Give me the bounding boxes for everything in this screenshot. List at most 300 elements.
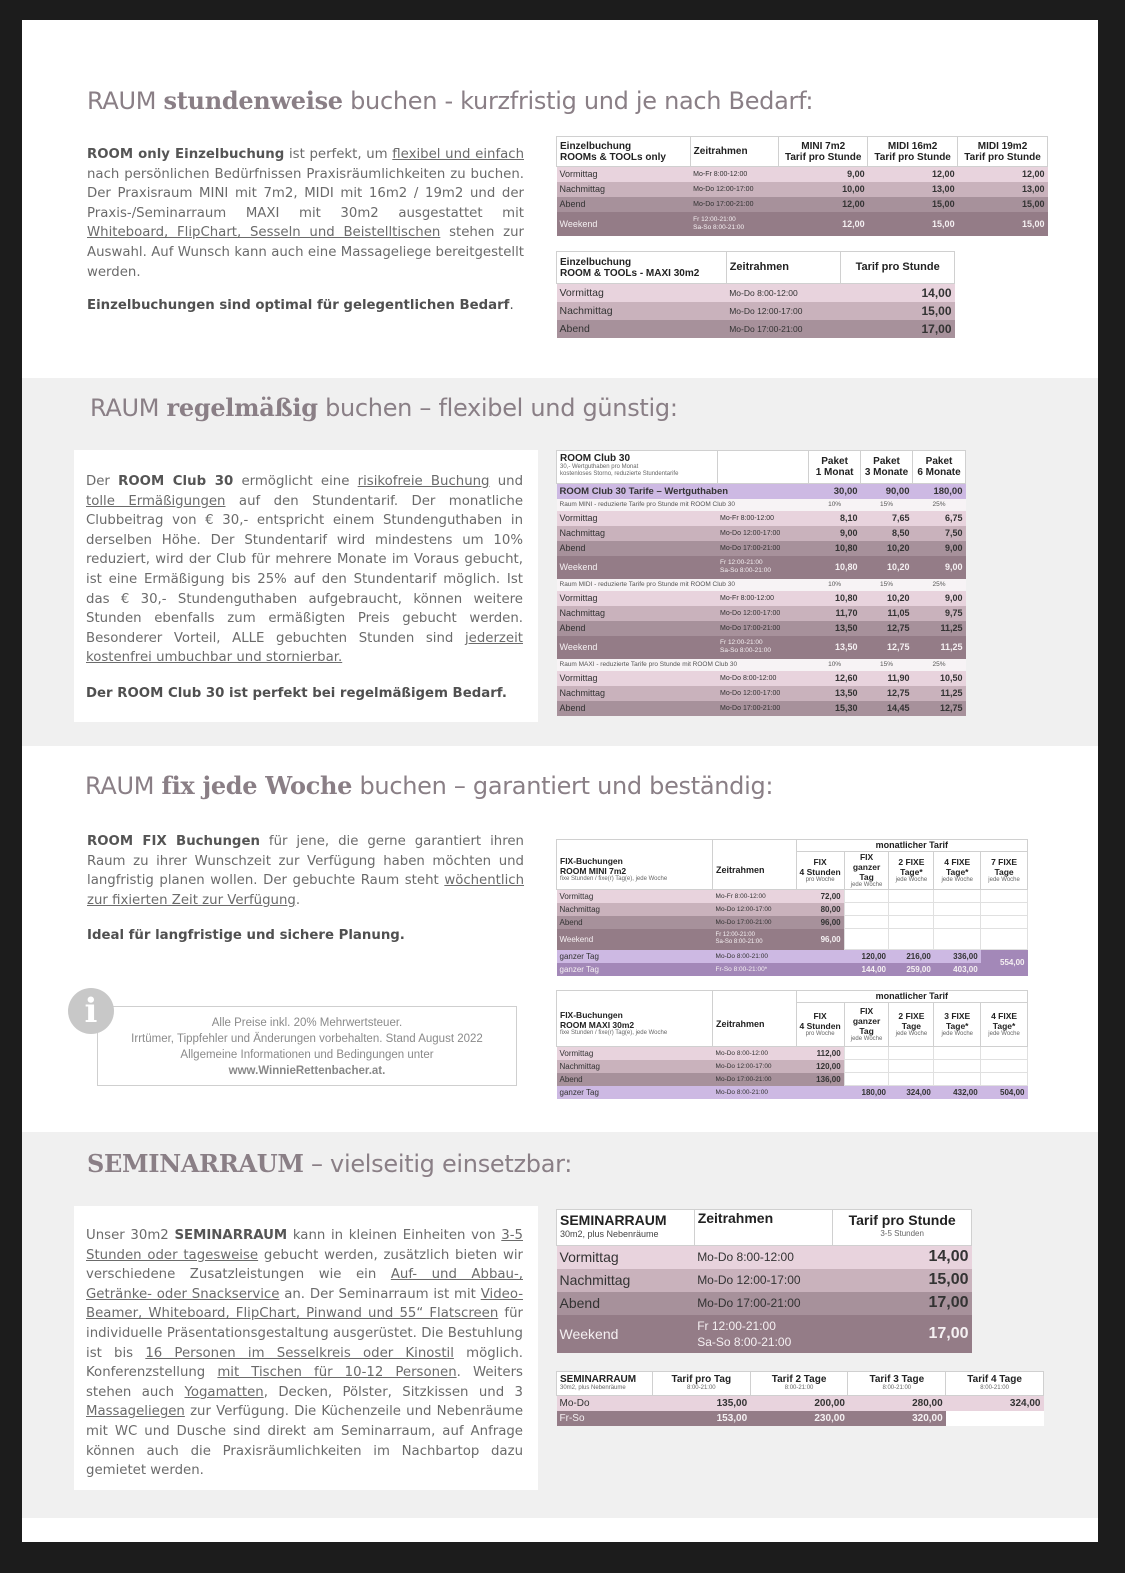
table-row: [557, 1086, 1028, 1099]
price-cell: 7,65: [861, 511, 913, 526]
text: ermöglicht eine: [241, 474, 350, 489]
info-icon: i: [68, 988, 114, 1034]
text: möglich. Konferenzstellung: [86, 1345, 524, 1381]
empty-cell: [934, 903, 981, 916]
row-label: Abend: [557, 1292, 695, 1315]
text: zur Verfügung. Die Küchenzeile und Nebenräume mit WC und Dusche sind direkt am Seminarraum, auf Anfrage können auch die Praxisräumlichkeiten im Nachbartop dazu gemietet werden.: [86, 1404, 523, 1479]
price-cell: 320,00: [848, 1411, 946, 1426]
discount-cell: 25%: [913, 499, 966, 511]
price-cell: 12,60: [809, 671, 861, 686]
price-cell: 11,70: [809, 606, 861, 621]
header-text: MIDI 16m2: [887, 140, 938, 152]
row-label: Nachmittag: [557, 302, 727, 320]
time-cell: Mo-Fr 8:00-12:00: [717, 591, 809, 606]
empty-cell: [844, 929, 889, 950]
row-label: Weekend: [557, 636, 718, 659]
table-row: [557, 1411, 1044, 1426]
empty-cell: [844, 916, 889, 929]
price-cell: 96,00: [796, 929, 844, 950]
row-label: ganzer Tag: [557, 950, 713, 963]
time-cell: Mo-Do 17:00-21:00: [717, 541, 809, 556]
price-cell: 96,00: [796, 916, 844, 929]
header-text: ROOMs & TOOLs only: [560, 151, 666, 163]
time-cell: Mo-Do 12:00-17:00: [690, 182, 779, 197]
price-cell: 504,00: [981, 1086, 1028, 1099]
heading-prefix: RAUM: [87, 87, 157, 115]
table-row: [557, 284, 955, 302]
row-label: Vormittag: [557, 167, 691, 182]
empty-cell: [889, 916, 934, 929]
underlined-text: flexibel und einfach: [392, 147, 525, 162]
time-cell: Mo-Do 17:00-21:00: [713, 916, 797, 929]
price-cell: 324,00: [889, 1086, 934, 1099]
summary-line: [87, 296, 524, 316]
header-text: Paket: [821, 456, 848, 467]
heading-suffix: buchen – flexibel und günstig:: [325, 394, 678, 422]
time-cell: Mo-Do 17:00-21:00: [717, 701, 809, 716]
time-cell: Fr 12:00-21:00: [693, 215, 736, 223]
header-subtext: 3-5 Stunden: [880, 1229, 924, 1238]
price-cell: 15,00: [868, 197, 958, 212]
table-row: [557, 606, 966, 621]
price-cell: 14,00: [841, 284, 955, 302]
header-text: ROOM MAXI 30m2: [560, 1019, 635, 1030]
price-cell: 9,00: [779, 167, 868, 182]
header-text: Tage*: [992, 1021, 1016, 1031]
price-cell: 30,00: [809, 484, 861, 499]
header-text: Tarif 4 Tage: [967, 1374, 1022, 1385]
underlined-text: risikofreie Buchung: [357, 474, 490, 489]
time-cell: Mo-Do 12:00-17:00: [717, 526, 809, 541]
header-subtext: jede Woche: [850, 882, 883, 888]
empty-cell: [796, 1086, 844, 1099]
row-label: Nachmittag: [557, 526, 718, 541]
header-text: 4 Stunden: [799, 867, 841, 877]
discount-cell: 15%: [861, 659, 913, 671]
row-label: Abend: [557, 1073, 713, 1086]
time-cell: Mo-Fr 8:00-12:00: [690, 167, 779, 182]
price-cell: 13,50: [809, 621, 861, 636]
header-text: 4 FIXE: [991, 1011, 1018, 1021]
header-subtext: jede Woche: [895, 1031, 928, 1037]
price-cell: 8,50: [861, 526, 913, 541]
price-cell: 17,00: [833, 1292, 972, 1315]
price-cell: 8,10: [809, 511, 861, 526]
time-cell: Fr 12:00-21:00: [715, 932, 755, 938]
header-text: Tarif 2 Tage: [771, 1374, 827, 1385]
discount-cell: 15%: [861, 499, 913, 511]
header-text: Zeitrahmen: [726, 252, 841, 284]
header-text: 4 Stunden: [799, 1021, 841, 1031]
product-name: ROOM FIX Buchungen: [87, 834, 260, 849]
price-cell: 13,50: [809, 686, 861, 701]
row-label: ROOM Club 30 Tarife – Wertguthaben: [557, 484, 809, 499]
table-row: [557, 526, 966, 541]
empty-cell: [934, 916, 981, 929]
underlined-text: Whiteboard, FlipChart, Sesseln und Beistelltischen: [87, 225, 441, 241]
text: ist perfekt, um: [288, 147, 388, 162]
row-label: Weekend: [557, 1315, 695, 1353]
info-box: [97, 1006, 517, 1086]
price-cell: 280,00: [848, 1396, 946, 1411]
underlined-text: wöchentlich zur fixierten Zeit zur Verfügung: [87, 873, 525, 908]
header-text: Paket: [873, 456, 900, 467]
price-cell: 7,50: [913, 526, 966, 541]
heading-bold: stundenweise: [163, 86, 343, 115]
empty-cell: [889, 1060, 934, 1073]
seminar-daily-table: [556, 1371, 1044, 1426]
heading-bold: regelmäßig: [166, 393, 318, 422]
table-row: [557, 1315, 972, 1353]
text: und: [497, 474, 524, 489]
table-row: [557, 212, 1048, 236]
price-cell: 432,00: [934, 1086, 981, 1099]
group-header-row: [557, 499, 966, 511]
table-row: [557, 302, 955, 320]
header-subtext: 30m2, plus Nebenräume: [560, 1229, 659, 1239]
section4-paragraph: [86, 1226, 523, 1481]
price-cell: 72,00: [796, 890, 844, 903]
table-row: [557, 671, 966, 686]
header-text: FIX: [859, 852, 874, 862]
maxi-booking-table: [556, 251, 955, 338]
empty-cell: [796, 963, 844, 976]
empty-cell: [889, 929, 934, 950]
heading-suffix: buchen - kurzfristig und je nach Bedarf:: [350, 87, 814, 115]
price-cell: 9,00: [913, 541, 966, 556]
price-cell: 153,00: [652, 1411, 750, 1426]
table-row: [557, 1269, 972, 1292]
text: , Decken, Pölster, Sitzkissen und 3: [263, 1384, 524, 1400]
price-cell: 10,80: [809, 556, 861, 579]
row-label: Mo-Do: [557, 1396, 653, 1411]
price-cell: 15,00: [958, 197, 1048, 212]
empty-cell: [844, 1047, 889, 1060]
price-cell: 11,05: [861, 606, 913, 621]
empty-cell: [844, 1060, 889, 1073]
discount-cell: 25%: [913, 659, 966, 671]
header-text: Tarif pro Stunde: [784, 151, 862, 163]
header-subtext: jede Woche: [850, 1036, 883, 1042]
row-label: Abend: [557, 701, 718, 716]
header-text: Tarif pro Stunde: [848, 1212, 956, 1228]
text: auf den Stundentarif. Der monatliche Clubbeitrag von € 30,- entspricht einem Stundenguthaben in derselben Höhe. Der Stundentarif wird mindestens um 10% reduziert, wird der Club für mehrere Monate im Voraus gebucht, ist eine Ermäßigung bis 25% auf den Stundentarif möglich. Ist das € 30,- Stundenguthaben aufgebraucht, können weitere Stunden ebenfalls zum ermäßigten Preis gebucht werden. Besonderer Vorteil, ALLE gebuchten Stunden sind: [86, 493, 523, 646]
price-cell: 12,00: [779, 212, 868, 236]
table-row: [557, 556, 966, 579]
price-cell: 9,00: [809, 526, 861, 541]
row-label: Nachmittag: [557, 606, 718, 621]
header-empty: [713, 840, 797, 852]
row-label: ganzer Tag: [557, 1086, 713, 1099]
header-subtext: 8:00-21:00: [784, 1385, 814, 1391]
header-text: Tarif pro Tag: [671, 1374, 732, 1385]
price-cell: 13,50: [809, 636, 861, 659]
underlined-text: jederzeit kostenfrei umbuchbar und stornierbar.: [86, 630, 523, 666]
text: Unser 30m2: [86, 1228, 169, 1243]
row-label: Nachmittag: [557, 903, 713, 916]
header-text: FIX: [813, 857, 827, 867]
fix-mini-table: [556, 839, 1028, 976]
table-row: [557, 167, 1048, 182]
text: stehen zur Auswahl. Auf Wunsch kann auch eine Massageliege bereitgestellt werden.: [87, 225, 525, 280]
table-row: [557, 1073, 1028, 1086]
price-cell: 12,75: [861, 636, 913, 659]
time-cell: Mo-Do 17:00-21:00: [726, 320, 841, 338]
fix-maxi-table: [556, 990, 1028, 1099]
row-label: Vormittag: [557, 511, 718, 526]
header-subtext: jede Woche: [895, 877, 928, 883]
row-label: Vormittag: [557, 284, 727, 302]
table-row: [557, 1047, 1028, 1060]
row-label: Nachmittag: [557, 182, 691, 197]
price-cell: 11,25: [913, 636, 966, 659]
price-cell: 12,75: [913, 701, 966, 716]
time-cell: Fr-So 8:00-21:00*: [713, 963, 797, 976]
room-club-table: [556, 450, 966, 716]
header-subtext: fixe Stunden / fixe(r) Tag(e), jede Woche: [560, 1030, 668, 1037]
price-cell: 136,00: [796, 1073, 844, 1086]
price-cell: 112,00: [796, 1047, 844, 1060]
table-row: [557, 636, 966, 659]
table-row: [557, 950, 1028, 963]
time-cell: Mo-Do 8:00-12:00: [717, 671, 809, 686]
header-text: FIX: [813, 1011, 827, 1021]
row-label: Nachmittag: [557, 1060, 713, 1073]
price-cell: 11,25: [913, 686, 966, 701]
empty-cell: [981, 890, 1028, 903]
row-label: ganzer Tag: [557, 963, 713, 976]
table-row: [557, 701, 966, 716]
header-subtext: 30,- Wertguthaben pro Monat: [560, 464, 639, 470]
header-text: Paket: [925, 456, 953, 467]
row-label: Fr-So: [557, 1411, 653, 1426]
section3-heading: [85, 771, 773, 800]
section1-paragraph: [87, 145, 524, 316]
table-row: [557, 1060, 1028, 1073]
header-text: Einzelbuchung: [560, 256, 632, 268]
heading-prefix: RAUM: [90, 394, 160, 422]
empty-cell: [981, 903, 1028, 916]
empty-cell: [889, 1073, 934, 1086]
table-row: [557, 890, 1028, 903]
section2-paragraph: [86, 472, 523, 704]
header-empty: [713, 991, 797, 1003]
text: kann in kleinen Einheiten von: [292, 1228, 496, 1243]
header-text: Tage*: [945, 1021, 969, 1031]
group-title: Raum MINI - reduzierte Tarife pro Stunde mit ROOM Club 30: [557, 499, 809, 511]
website-link[interactable]: www.WinnieRettenbacher.at.: [228, 1065, 386, 1077]
table-row: [557, 903, 1028, 916]
time-cell: Mo-Do 8:00-21:00: [713, 950, 797, 963]
empty-cell: [889, 890, 934, 903]
price-cell: 90,00: [861, 484, 913, 499]
header-text: monatlicher Tarif: [796, 840, 1027, 852]
price-cell: 259,00: [889, 963, 934, 976]
table-row: [557, 686, 966, 701]
header-subtext: jede Woche: [941, 877, 974, 883]
header-text: Einzelbuchung: [560, 140, 632, 152]
header-text: Tage*: [945, 867, 969, 877]
time-cell: Mo-Do 12:00-17:00: [726, 302, 841, 320]
price-cell: 12,00: [958, 167, 1048, 182]
heading-bold: SEMINARRAUM: [87, 1149, 304, 1178]
header-text: Tage: [994, 867, 1014, 877]
price-cell: 12,75: [861, 686, 913, 701]
time-cell: Mo-Do 17:00-21:00: [690, 197, 779, 212]
empty-cell: [934, 929, 981, 950]
discount-cell: 10%: [809, 499, 861, 511]
row-label: Weekend: [557, 212, 691, 236]
time-cell: Mo-Do 17:00-21:00: [694, 1292, 833, 1315]
header-empty: [717, 451, 809, 484]
price-cell: 200,00: [750, 1396, 848, 1411]
underlined-text: Yogamatten: [184, 1384, 264, 1400]
header-text: Tarif pro Stunde: [874, 151, 951, 163]
header-subtext: 8:00-21:00: [882, 1385, 912, 1391]
header-text: Tarif 3 Tage: [869, 1374, 925, 1385]
price-cell: 324,00: [946, 1396, 1044, 1411]
time-cell: Fr 12:00-21:00: [720, 639, 763, 646]
single-booking-table: [556, 136, 1048, 236]
header-text: Zeitrahmen: [713, 1003, 797, 1047]
time-cell: Mo-Do 12:00-17:00: [717, 686, 809, 701]
header-text: 6 Monate: [917, 467, 961, 478]
time-cell: Mo-Do 8:00-12:00: [726, 284, 841, 302]
table-row: [557, 963, 1028, 976]
table-row: [557, 621, 966, 636]
price-cell: 17,00: [841, 320, 955, 338]
price-cell: 230,00: [750, 1411, 848, 1426]
header-text: Zeitrahmen: [713, 852, 797, 890]
row-label: Vormittag: [557, 671, 718, 686]
empty-cell: [981, 1060, 1028, 1073]
price-cell: 12,00: [868, 167, 958, 182]
time-cell: Mo-Fr 8:00-12:00: [717, 511, 809, 526]
header-text: FIX-Buchungen: [560, 856, 623, 867]
empty-cell: [934, 1060, 981, 1073]
heading-bold: fix jede Woche: [161, 771, 353, 800]
header-text: 7 FIXE: [991, 857, 1018, 867]
price-cell: 10,80: [809, 591, 861, 606]
text: nach persönlichen Bedürfnissen Praxisräumlichkeiten zu buchen. Der Praxisraum MINI mit 7m2, MIDI mit 16m2 / 19m2 und der Praxis-/Seminarraum MAXI mit 30m2 ausgestattet mit: [87, 166, 524, 221]
price-cell: 180,00: [844, 1086, 889, 1099]
discount-cell: 10%: [809, 659, 861, 671]
punctuation: .: [295, 892, 301, 908]
empty-cell: [946, 1411, 1044, 1426]
time-cell: Mo-Do 12:00-17:00: [713, 903, 797, 916]
table-row: [557, 197, 1048, 212]
header-subtext: pro Woche: [805, 877, 835, 883]
price-cell: 13,00: [958, 182, 1048, 197]
time-cell: Mo-Fr 8:00-12:00: [713, 890, 797, 903]
header-subtext: jede Woche: [941, 1031, 974, 1037]
price-cell: 14,45: [861, 701, 913, 716]
text: Der: [86, 474, 110, 489]
price-cell: 10,20: [861, 556, 913, 579]
time-cell: Sa-So 8:00-21:00: [693, 223, 745, 231]
time-cell: Fr 12:00-21:00: [720, 559, 763, 566]
underlined-text: 16 Personen im Sesselkreis oder Kinostil: [145, 1345, 454, 1361]
row-label: Weekend: [557, 556, 718, 579]
header-text: monatlicher Tarif: [796, 991, 1027, 1003]
table-row: [557, 1396, 1044, 1411]
empty-cell: [796, 950, 844, 963]
empty-cell: [981, 929, 1028, 950]
section2-heading: [90, 393, 678, 422]
price-cell: 14,00: [833, 1246, 972, 1269]
header-text: Tarif pro Stunde: [841, 252, 955, 284]
punctuation: .: [509, 298, 514, 314]
row-label: Abend: [557, 541, 718, 556]
heading-prefix: RAUM: [85, 772, 155, 800]
text: gebucht werden, zusätzlich bieten wir verschiedene Zusatzleistungen wie ein: [86, 1247, 523, 1283]
price-cell: 10,00: [779, 182, 868, 197]
table-row: [557, 916, 1028, 929]
price-cell: 9,00: [913, 591, 966, 606]
price-cell: 11,90: [861, 671, 913, 686]
price-cell: 15,00: [833, 1269, 972, 1292]
time-cell: Sa-So 8:00-21:00: [697, 1334, 792, 1349]
header-text: SEMINARRAUM: [560, 1212, 667, 1228]
time-cell: Sa-So 8:00-21:00: [720, 647, 771, 654]
price-cell: 120,00: [844, 950, 889, 963]
time-cell: Sa-So 8:00-21:00: [720, 567, 771, 574]
table-row: [557, 929, 1028, 950]
row-label: Abend: [557, 320, 727, 338]
time-cell: Mo-Do 12:00-17:00: [717, 606, 809, 621]
header-text: FIX-Buchungen: [560, 1010, 623, 1021]
time-cell: Mo-Do 12:00-17:00: [713, 1060, 797, 1073]
row-label: Nachmittag: [557, 686, 718, 701]
header-subtext: 30m2, plus Nebenräume: [560, 1385, 626, 1391]
price-cell: 15,00: [868, 212, 958, 236]
discount-cell: 25%: [913, 579, 966, 591]
discount-cell: 15%: [861, 579, 913, 591]
time-cell: Mo-Do 8:00-21:00: [713, 1086, 797, 1099]
header-text: FIX: [859, 1006, 874, 1016]
price-cell: 403,00: [934, 963, 981, 976]
underlined-text: 3-5 Stunden oder tagesweise: [86, 1228, 523, 1263]
header-text: MINI 7m2: [801, 140, 846, 152]
header-text: 3 Monate: [864, 467, 909, 478]
underlined-text: Auf- und Abbau-, Getränke- oder Snackservice: [86, 1267, 523, 1302]
group-header-row: [557, 659, 966, 671]
text: . Weiters stehen auch: [86, 1365, 523, 1400]
time-cell: Mo-Do 8:00-12:00: [713, 1047, 797, 1060]
empty-cell: [934, 890, 981, 903]
time-cell: Mo-Do 12:00-17:00: [694, 1269, 833, 1292]
header-subtext: jede Woche: [988, 1031, 1020, 1037]
empty-cell: [934, 1073, 981, 1086]
price-cell: 10,50: [913, 671, 966, 686]
discount-cell: 10%: [809, 579, 861, 591]
header-text: Zeitrahmen: [690, 137, 779, 167]
info-line: Irrtümer, Tippfehler und Änderungen vorbehalten. Stand August 2022: [131, 1033, 483, 1045]
text: für individuelle Präsentationsgestaltung ausgerüstet. Die Bestuhlung ist bis: [86, 1306, 523, 1361]
text: für jene, die gerne garantiert ihren Raum zu ihrer Wunschzeit zur Verfügung haben möchten und langfristig planen wollen. Der gebuchte Raum steht: [87, 834, 524, 889]
empty-cell: [981, 916, 1028, 929]
underlined-text: Massageliegen: [86, 1404, 185, 1420]
price-sheet-page: [22, 20, 1098, 1542]
price-cell: 144,00: [844, 963, 889, 976]
header-subtext: pro Woche: [805, 1031, 835, 1037]
seminar-hourly-table: [556, 1209, 972, 1353]
empty-cell: [844, 890, 889, 903]
row-label: Vormittag: [557, 890, 713, 903]
price-cell: 216,00: [889, 950, 934, 963]
price-cell: 12,00: [779, 197, 868, 212]
price-cell: 9,75: [913, 606, 966, 621]
